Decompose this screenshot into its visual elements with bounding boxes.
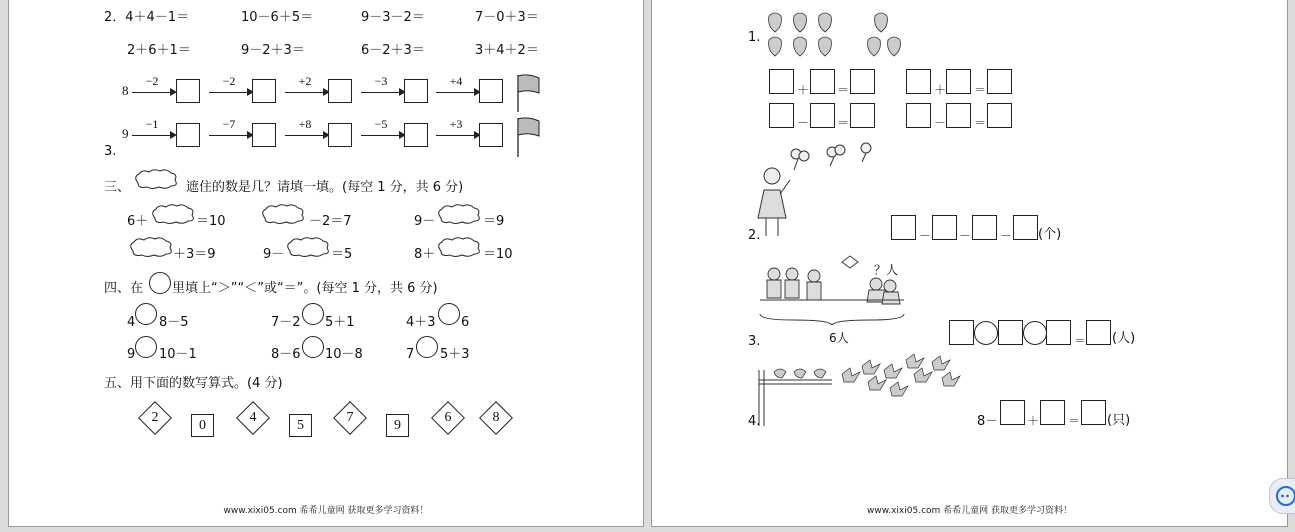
- operator: －: [959, 229, 972, 243]
- operator-circle: [1023, 321, 1047, 345]
- cloud-icon: [149, 203, 197, 225]
- page-footer: www.xixi05.com 希希儿童网 获取更多学习资料！: [223, 506, 429, 516]
- checkered-flag-icon: [515, 116, 541, 158]
- answer-box: [769, 103, 794, 128]
- question-mark-label: ？人: [874, 263, 899, 277]
- answer-box: [404, 79, 428, 103]
- arrow: +4: [436, 86, 482, 100]
- compare-circle: [302, 336, 324, 358]
- answer-box: [946, 103, 971, 128]
- operator: －: [919, 229, 932, 243]
- answer-box: [906, 103, 931, 128]
- strawberries-icon: [765, 10, 905, 60]
- answer-box: [479, 123, 503, 147]
- expr-part: ＋3＝9: [173, 247, 216, 262]
- expr-part: 8＋: [414, 247, 436, 262]
- operator: －: [1000, 229, 1013, 243]
- answer-box: [850, 69, 875, 94]
- answer-box: [1081, 400, 1106, 425]
- cloud-icon: [284, 236, 332, 258]
- answer-box: [987, 103, 1012, 128]
- expr-part: 9－: [263, 247, 285, 262]
- expr-part: 9－: [414, 214, 436, 229]
- answer-box: [1046, 320, 1071, 345]
- answer-box: [932, 215, 957, 240]
- operator: ＝: [974, 116, 987, 130]
- compare-circle: [438, 303, 460, 325]
- answer-box: [891, 215, 916, 240]
- operator-circle: [974, 321, 998, 345]
- answer-box: [252, 123, 276, 147]
- operator: ＋: [934, 83, 947, 97]
- answer-box: [972, 215, 997, 240]
- answer-box: [998, 320, 1023, 345]
- left-page: [8, 0, 644, 527]
- problem-text: 9－3－2＝: [361, 10, 425, 25]
- arrow: +2: [285, 86, 331, 100]
- arrow: −5: [361, 129, 407, 143]
- expr-part: ＝10: [196, 214, 226, 229]
- girl-with-balloons-icon: [754, 140, 894, 240]
- expr-part: 6: [461, 315, 470, 330]
- problem-text: 6－2＋3＝: [361, 43, 425, 58]
- problem-text: 7－0＋3＝: [475, 10, 539, 25]
- expr-part: 5＋3: [440, 347, 470, 362]
- answer-box: [949, 320, 974, 345]
- problem-text: 2．4＋4－1＝: [104, 10, 190, 25]
- answer-box: [1086, 320, 1111, 345]
- answer-box: [850, 103, 875, 128]
- question-number: 3.: [748, 334, 761, 349]
- chain-start: 9: [122, 126, 129, 141]
- expr-part: ＝5: [331, 247, 353, 262]
- cloud-icon: [259, 203, 307, 225]
- operator: －: [934, 116, 947, 130]
- number-card-square: 0: [191, 414, 214, 437]
- compare-circle: [135, 336, 157, 358]
- chain-start: 8: [122, 83, 129, 98]
- operator: －: [797, 116, 810, 130]
- total-label: 6人: [829, 331, 849, 345]
- expr-part: 9: [127, 347, 136, 362]
- answer-box: [1013, 215, 1038, 240]
- number-card-square: 5: [289, 414, 312, 437]
- operator: ＝: [974, 83, 987, 97]
- cloud-icon: [132, 168, 180, 190]
- answer-box: [328, 79, 352, 103]
- unit-label: (个): [1038, 227, 1062, 242]
- arrow: +3: [436, 129, 482, 143]
- expr-part: 8－5: [159, 315, 189, 330]
- arrow: −2: [209, 86, 255, 100]
- arrow: +8: [285, 129, 331, 143]
- cloud-icon: [435, 236, 483, 258]
- arrow: −3: [361, 86, 407, 100]
- answer-box: [1000, 400, 1025, 425]
- arrow: −7: [209, 129, 255, 143]
- card-number: 4: [249, 410, 257, 425]
- answer-box: [810, 69, 835, 94]
- unit-label: (只): [1107, 413, 1131, 428]
- operator: ＋: [1027, 414, 1040, 428]
- chat-bubble-icon: [1272, 479, 1295, 513]
- expr-part: ＝10: [483, 247, 513, 262]
- problem-text: 9－2＋3＝: [241, 43, 305, 58]
- expr-part: －2＝7: [309, 214, 352, 229]
- question-number: 1.: [748, 30, 761, 45]
- expr-part: 10－1: [159, 347, 197, 362]
- problem-text: 10－6＋5＝: [241, 10, 314, 25]
- arrow: −2: [132, 86, 178, 100]
- arrow: −1: [132, 129, 178, 143]
- operator: ＝: [837, 116, 850, 130]
- section-prefix: 四、在: [104, 281, 144, 296]
- expr-part: 8－6: [271, 347, 301, 362]
- expr-part: 5＋1: [325, 315, 355, 330]
- number-card-square: 9: [386, 414, 409, 437]
- answer-box: [987, 69, 1012, 94]
- card-number: 7: [346, 410, 354, 425]
- section-prefix: 三、: [104, 180, 131, 195]
- card-number: 6: [444, 410, 452, 425]
- compare-circle: [302, 303, 324, 325]
- question-number: 4.: [748, 414, 761, 429]
- right-page: [651, 0, 1288, 527]
- operator: ＝: [1068, 414, 1081, 428]
- answer-box: [252, 79, 276, 103]
- operator: ＝: [837, 83, 850, 97]
- expr-part: 8－: [977, 414, 999, 429]
- answer-box: [176, 79, 200, 103]
- answer-box: [769, 69, 794, 94]
- answer-box: [176, 123, 200, 147]
- page-footer: www.xixi05.com 希希儿童网 获取更多学习资料！: [866, 506, 1073, 516]
- answer-box: [404, 123, 428, 147]
- compare-circle: [416, 336, 438, 358]
- operator: ＝: [1074, 334, 1087, 348]
- answer-box: [1040, 400, 1065, 425]
- operator: ＋: [797, 83, 810, 97]
- compare-circle: [135, 303, 157, 325]
- expr-part: 4＋3: [406, 315, 436, 330]
- question-number: 3.: [104, 144, 117, 159]
- birds-on-wire-icon: [756, 352, 972, 427]
- expr-part: 7－2: [271, 315, 301, 330]
- problem-text: 3＋4＋2＝: [475, 43, 539, 58]
- answer-box: [328, 123, 352, 147]
- section-title: 遮住的数是几？请填一填。(每空 1 分，共 6 分): [186, 180, 464, 195]
- card-number: 2: [151, 410, 159, 425]
- answer-box: [946, 69, 971, 94]
- expr-part: ＝9: [483, 214, 505, 229]
- expr-part: 10－8: [325, 347, 363, 362]
- assistant-chat-button[interactable]: [1269, 478, 1295, 514]
- checkered-flag-icon: [515, 73, 541, 113]
- section-title: 五、用下面的数写算式。(4 分): [104, 376, 283, 391]
- question-number: 2.: [748, 228, 761, 243]
- answer-box: [906, 69, 931, 94]
- expr-part: 6＋: [127, 214, 149, 229]
- unit-label: (人): [1112, 331, 1136, 346]
- expr-part: 4: [127, 315, 136, 330]
- cloud-icon: [127, 236, 175, 258]
- section-title: 里填上“＞”“＜”或“＝”。(每空 1 分，共 6 分): [172, 281, 438, 296]
- problem-text: 2＋6＋1＝: [127, 43, 191, 58]
- cloud-icon: [435, 203, 483, 225]
- compare-circle: [149, 272, 171, 294]
- answer-box: [479, 79, 503, 103]
- card-number: 8: [492, 410, 500, 425]
- expr-part: 7: [406, 347, 415, 362]
- answer-box: [810, 103, 835, 128]
